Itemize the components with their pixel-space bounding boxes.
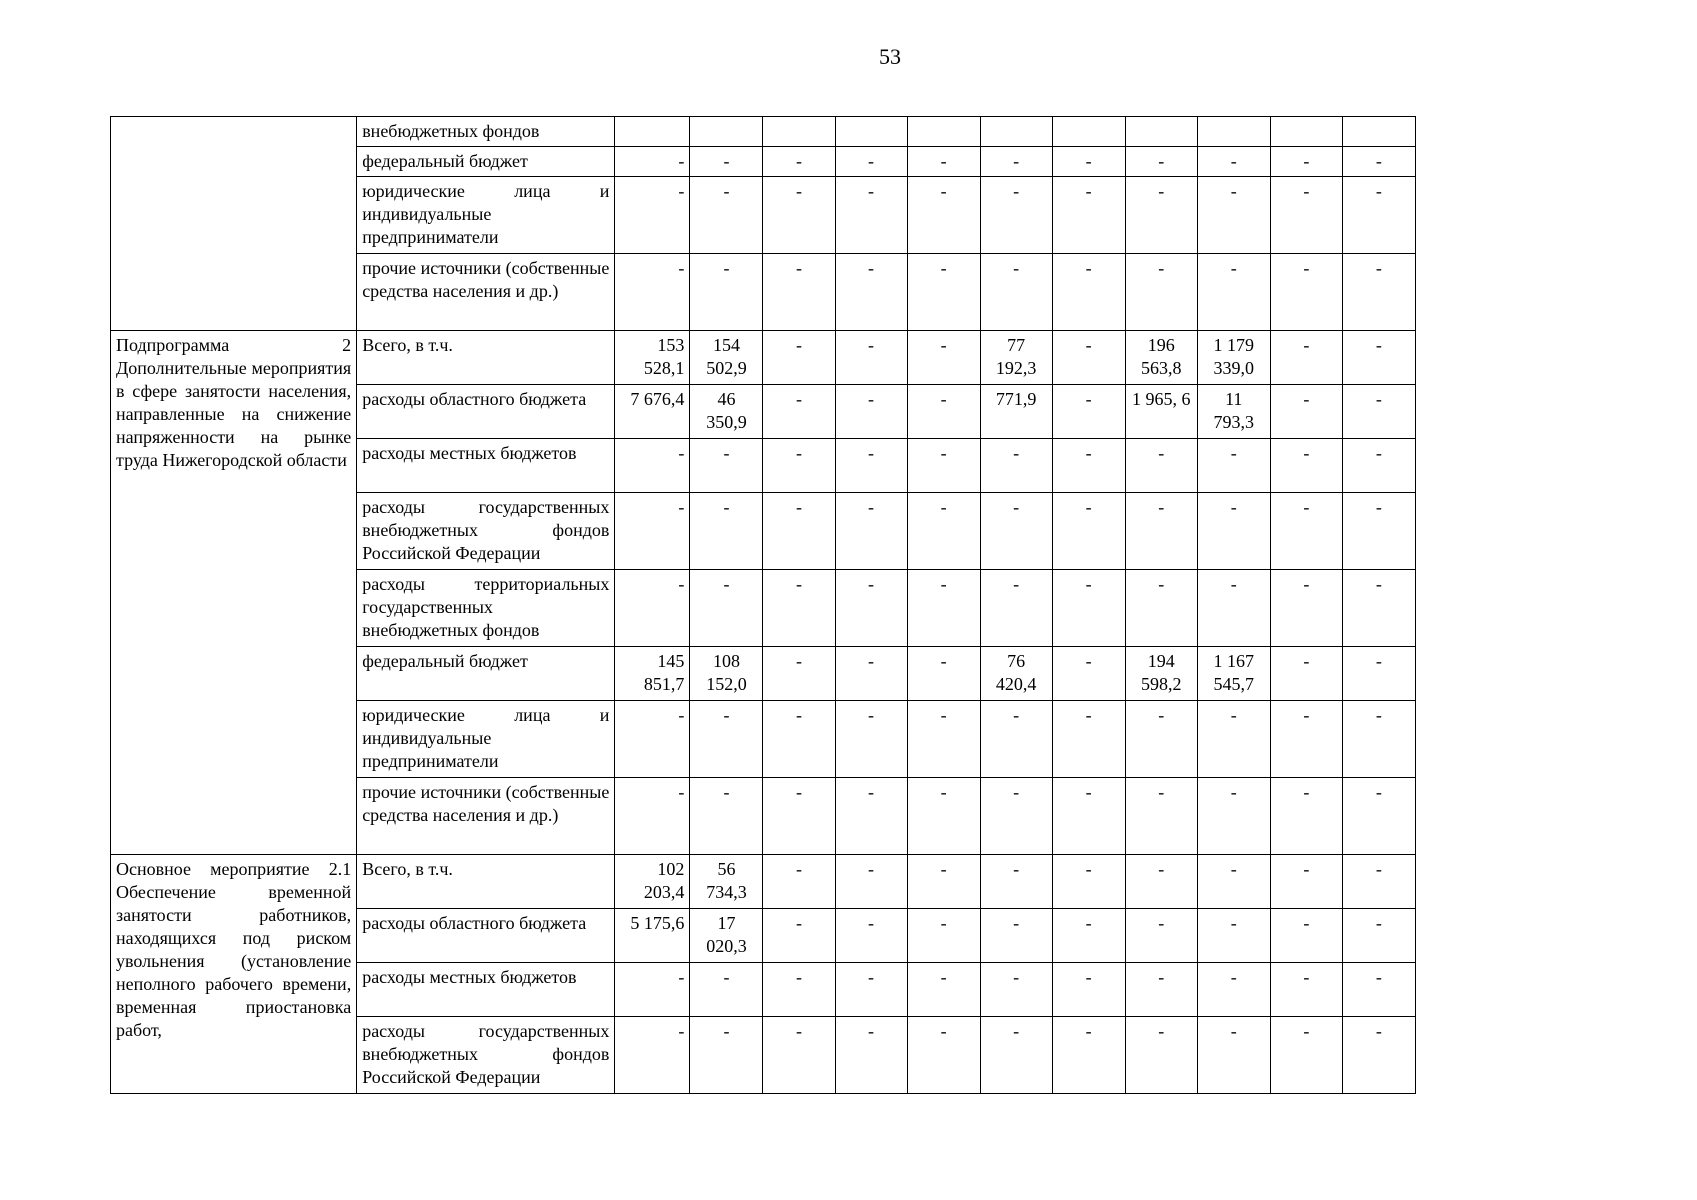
- value-cell: 154 502,9: [690, 331, 763, 385]
- value-cell: 7 676,4: [615, 385, 690, 439]
- value-cell: 145 851,7: [615, 647, 690, 701]
- value-cell: -: [615, 570, 690, 647]
- value-cell: -: [763, 963, 835, 1017]
- value-cell: -: [980, 570, 1052, 647]
- funding-source-cell: расходы областного бюджета: [357, 909, 615, 963]
- page-number: 53: [879, 44, 901, 69]
- value-cell: -: [1052, 778, 1125, 855]
- value-cell: -: [1342, 647, 1415, 701]
- value-cell: -: [835, 963, 907, 1017]
- value-cell: -: [1125, 701, 1197, 778]
- value-cell: -: [1270, 963, 1342, 1017]
- group-activity-2-1: Основное мероприятие 2.1 Обеспечение временной занятости работников, находящихся под риском увольнения (установление неполного рабочего времени, временная приостановка работ,: [111, 855, 357, 1094]
- value-cell: -: [907, 385, 980, 439]
- value-cell: -: [763, 177, 835, 254]
- value-cell: -: [1052, 963, 1125, 1017]
- value-cell: -: [1052, 855, 1125, 909]
- value-cell: -: [1342, 493, 1415, 570]
- table-row: [111, 117, 1416, 147]
- value-cell: -: [980, 701, 1052, 778]
- value-cell: -: [835, 778, 907, 855]
- value-cell: -: [1342, 778, 1415, 855]
- value-cell: -: [1342, 331, 1415, 385]
- value-cell: -: [690, 254, 763, 331]
- value-cell: -: [1342, 177, 1415, 254]
- value-cell: -: [1270, 493, 1342, 570]
- value-cell: -: [1270, 1017, 1342, 1094]
- value-cell: -: [907, 1017, 980, 1094]
- value-cell: -: [763, 493, 835, 570]
- value-cell: -: [763, 385, 835, 439]
- value-cell: -: [763, 701, 835, 778]
- value-cell: -: [690, 570, 763, 647]
- value-cell: [1197, 117, 1270, 147]
- value-cell: -: [835, 701, 907, 778]
- value-cell: -: [907, 331, 980, 385]
- value-cell: 1 965, 6: [1125, 385, 1197, 439]
- value-cell: -: [1270, 701, 1342, 778]
- funding-source-cell: юридические лица и индивидуальные предприниматели: [357, 701, 615, 778]
- value-cell: -: [763, 855, 835, 909]
- value-cell: -: [980, 1017, 1052, 1094]
- value-cell: -: [907, 909, 980, 963]
- value-cell: -: [1270, 177, 1342, 254]
- table-row: [111, 855, 1416, 909]
- value-cell: -: [615, 493, 690, 570]
- value-cell: [1270, 117, 1342, 147]
- value-cell: -: [835, 493, 907, 570]
- value-cell: -: [1197, 1017, 1270, 1094]
- value-cell: -: [1270, 909, 1342, 963]
- value-cell: -: [1270, 147, 1342, 177]
- value-cell: -: [907, 963, 980, 1017]
- value-cell: -: [1270, 570, 1342, 647]
- value-cell: -: [763, 570, 835, 647]
- value-cell: -: [980, 254, 1052, 331]
- value-cell: -: [1342, 570, 1415, 647]
- value-cell: -: [1052, 909, 1125, 963]
- funding-source-cell: расходы территориальных государственных внебюджетных фондов: [357, 570, 615, 647]
- value-cell: -: [980, 909, 1052, 963]
- value-cell: -: [835, 331, 907, 385]
- value-cell: [1342, 117, 1415, 147]
- value-cell: -: [980, 147, 1052, 177]
- value-cell: -: [1197, 909, 1270, 963]
- value-cell: -: [1125, 963, 1197, 1017]
- value-cell: [615, 117, 690, 147]
- value-cell: [907, 117, 980, 147]
- value-cell: -: [690, 1017, 763, 1094]
- value-cell: -: [1197, 147, 1270, 177]
- value-cell: -: [1342, 254, 1415, 331]
- value-cell: 102 203,4: [615, 855, 690, 909]
- group-subprogram-2: Подпрограмма 2 Дополнительные мероприятия в сфере занятости населения, направленные на снижение напряженности на рынке труда Нижегородской области: [111, 331, 357, 855]
- value-cell: 194 598,2: [1125, 647, 1197, 701]
- value-cell: -: [763, 439, 835, 493]
- value-cell: 153 528,1: [615, 331, 690, 385]
- value-cell: [690, 117, 763, 147]
- value-cell: -: [615, 701, 690, 778]
- value-cell: -: [835, 855, 907, 909]
- value-cell: -: [763, 254, 835, 331]
- value-cell: -: [980, 778, 1052, 855]
- value-cell: -: [907, 177, 980, 254]
- value-cell: -: [615, 254, 690, 331]
- value-cell: -: [907, 493, 980, 570]
- value-cell: -: [1342, 439, 1415, 493]
- value-cell: -: [690, 778, 763, 855]
- value-cell: -: [835, 254, 907, 331]
- value-cell: -: [907, 439, 980, 493]
- value-cell: -: [690, 963, 763, 1017]
- value-cell: -: [690, 147, 763, 177]
- value-cell: -: [980, 439, 1052, 493]
- funding-source-cell: расходы местных бюджетов: [357, 439, 615, 493]
- value-cell: -: [1052, 493, 1125, 570]
- value-cell: -: [1270, 778, 1342, 855]
- value-cell: -: [907, 855, 980, 909]
- budget-table: [110, 116, 1416, 1094]
- value-cell: -: [690, 177, 763, 254]
- value-cell: -: [1052, 570, 1125, 647]
- value-cell: -: [1197, 855, 1270, 909]
- funding-source-cell: федеральный бюджет: [357, 147, 615, 177]
- value-cell: -: [1125, 855, 1197, 909]
- value-cell: 77 192,3: [980, 331, 1052, 385]
- value-cell: -: [1052, 331, 1125, 385]
- value-cell: -: [1052, 147, 1125, 177]
- funding-source-cell: Всего, в т.ч.: [357, 331, 615, 385]
- value-cell: -: [615, 963, 690, 1017]
- value-cell: -: [763, 909, 835, 963]
- value-cell: -: [835, 570, 907, 647]
- value-cell: -: [907, 570, 980, 647]
- value-cell: -: [1342, 385, 1415, 439]
- value-cell: -: [763, 647, 835, 701]
- value-cell: -: [763, 778, 835, 855]
- value-cell: -: [1125, 909, 1197, 963]
- value-cell: -: [907, 701, 980, 778]
- value-cell: 56 734,3: [690, 855, 763, 909]
- group-previous-continued: [111, 117, 357, 331]
- value-cell: -: [1197, 439, 1270, 493]
- value-cell: -: [1052, 701, 1125, 778]
- value-cell: -: [1125, 570, 1197, 647]
- value-cell: -: [835, 909, 907, 963]
- value-cell: -: [615, 439, 690, 493]
- value-cell: 108 152,0: [690, 647, 763, 701]
- value-cell: -: [1125, 254, 1197, 331]
- value-cell: -: [1197, 701, 1270, 778]
- value-cell: -: [835, 439, 907, 493]
- funding-source-cell: расходы государственных внебюджетных фондов Российской Федерации: [357, 493, 615, 570]
- value-cell: -: [615, 147, 690, 177]
- value-cell: [1052, 117, 1125, 147]
- value-cell: -: [1125, 147, 1197, 177]
- funding-source-cell: расходы областного бюджета: [357, 385, 615, 439]
- value-cell: [1125, 117, 1197, 147]
- value-cell: -: [1270, 254, 1342, 331]
- value-cell: -: [1197, 778, 1270, 855]
- value-cell: -: [1270, 385, 1342, 439]
- value-cell: -: [763, 147, 835, 177]
- value-cell: -: [980, 493, 1052, 570]
- value-cell: -: [1052, 439, 1125, 493]
- value-cell: 17 020,3: [690, 909, 763, 963]
- value-cell: [763, 117, 835, 147]
- value-cell: 1 179 339,0: [1197, 331, 1270, 385]
- value-cell: [980, 117, 1052, 147]
- funding-source-cell: расходы государственных внебюджетных фондов Российской Федерации: [357, 1017, 615, 1094]
- value-cell: 196 563,8: [1125, 331, 1197, 385]
- funding-source-cell: внебюджетных фондов: [357, 117, 615, 147]
- value-cell: -: [1052, 647, 1125, 701]
- value-cell: -: [615, 177, 690, 254]
- value-cell: -: [835, 177, 907, 254]
- value-cell: -: [1052, 177, 1125, 254]
- value-cell: -: [1270, 331, 1342, 385]
- value-cell: -: [1197, 963, 1270, 1017]
- value-cell: -: [907, 647, 980, 701]
- value-cell: -: [1342, 1017, 1415, 1094]
- value-cell: -: [690, 701, 763, 778]
- value-cell: -: [1125, 778, 1197, 855]
- value-cell: -: [1197, 254, 1270, 331]
- value-cell: 76 420,4: [980, 647, 1052, 701]
- table-row: [111, 331, 1416, 385]
- value-cell: -: [1052, 385, 1125, 439]
- funding-source-cell: федеральный бюджет: [357, 647, 615, 701]
- value-cell: -: [1125, 177, 1197, 254]
- value-cell: -: [1052, 254, 1125, 331]
- value-cell: -: [690, 439, 763, 493]
- funding-source-cell: юридические лица и индивидуальные предприниматели: [357, 177, 615, 254]
- value-cell: -: [763, 331, 835, 385]
- funding-source-cell: Всего, в т.ч.: [357, 855, 615, 909]
- value-cell: -: [835, 385, 907, 439]
- value-cell: -: [1342, 701, 1415, 778]
- value-cell: -: [1270, 439, 1342, 493]
- value-cell: -: [980, 177, 1052, 254]
- value-cell: -: [1342, 147, 1415, 177]
- funding-source-cell: прочие источники (собственные средства населения и др.): [357, 778, 615, 855]
- value-cell: -: [615, 1017, 690, 1094]
- value-cell: -: [1342, 855, 1415, 909]
- value-cell: 1 167 545,7: [1197, 647, 1270, 701]
- value-cell: 771,9: [980, 385, 1052, 439]
- value-cell: -: [835, 647, 907, 701]
- value-cell: -: [1270, 647, 1342, 701]
- value-cell: [835, 117, 907, 147]
- value-cell: 5 175,6: [615, 909, 690, 963]
- value-cell: -: [1197, 493, 1270, 570]
- value-cell: -: [980, 855, 1052, 909]
- value-cell: -: [1197, 177, 1270, 254]
- value-cell: -: [1197, 570, 1270, 647]
- value-cell: -: [1125, 439, 1197, 493]
- value-cell: -: [1125, 1017, 1197, 1094]
- value-cell: -: [763, 1017, 835, 1094]
- value-cell: -: [980, 963, 1052, 1017]
- funding-source-cell: прочие источники (собственные средства населения и др.): [357, 254, 615, 331]
- funding-source-cell: расходы местных бюджетов: [357, 963, 615, 1017]
- value-cell: -: [1342, 963, 1415, 1017]
- value-cell: -: [1342, 909, 1415, 963]
- value-cell: 11 793,3: [1197, 385, 1270, 439]
- table-body: [111, 117, 1416, 1094]
- value-cell: -: [1270, 855, 1342, 909]
- value-cell: -: [835, 147, 907, 177]
- value-cell: -: [907, 778, 980, 855]
- value-cell: -: [907, 147, 980, 177]
- value-cell: -: [690, 493, 763, 570]
- value-cell: -: [615, 778, 690, 855]
- value-cell: -: [1125, 493, 1197, 570]
- value-cell: -: [835, 1017, 907, 1094]
- value-cell: -: [1052, 1017, 1125, 1094]
- value-cell: 46 350,9: [690, 385, 763, 439]
- value-cell: -: [907, 254, 980, 331]
